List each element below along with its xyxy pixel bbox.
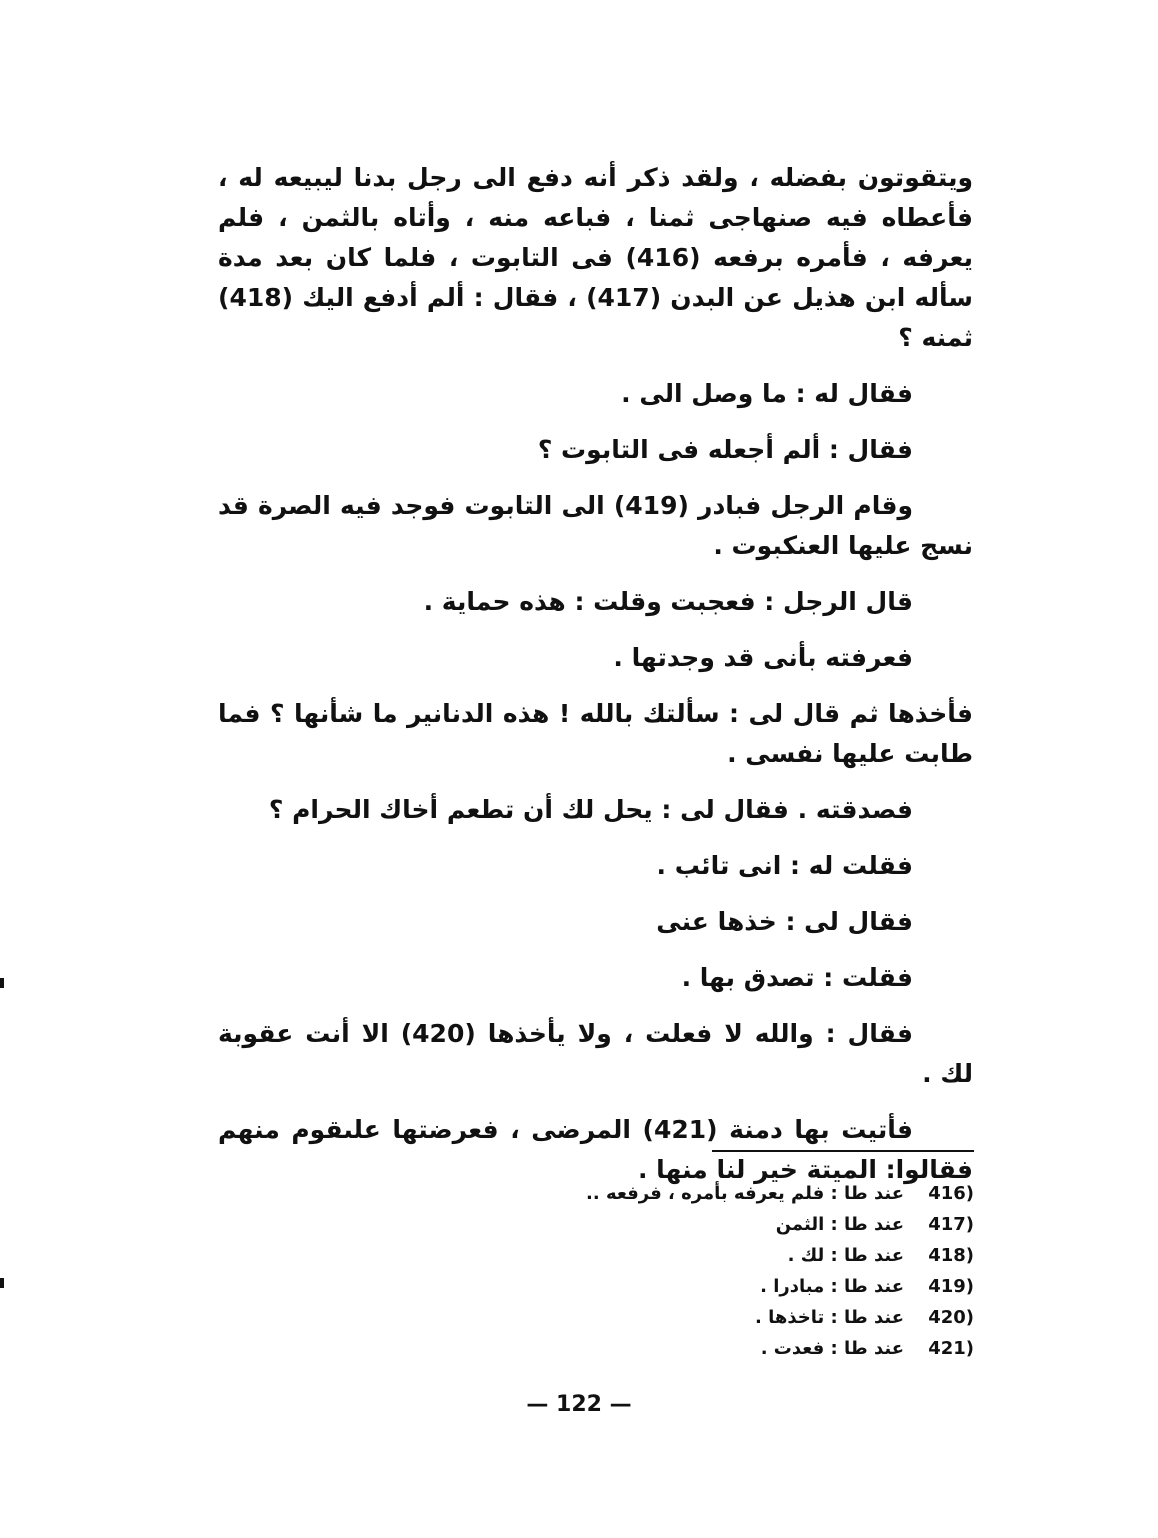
footnotes [540,1178,974,1364]
paragraph: وقام الرجل فبادر (419) الى التابوت فوجد فيه الصرة قد نسج عليها العنكبوت . [218,491,973,560]
footnote-divider [712,1150,974,1152]
paragraph: فصدقته . فقال لى : يحل لك أن تطعم أخاك الحرام ؟ [268,795,913,824]
body-text [218,158,973,1206]
footnote-text: عند طا : لك . [787,1245,904,1266]
paragraph: فقال : ألم أجعله فى التابوت ؟ [537,435,913,464]
paragraph: فقال لى : خذها عنى [656,907,913,936]
footnote-text: عند طا : فلم يعرفه بأمره ، فرفعه .. [586,1183,904,1204]
footnote-text: عند طا : مبادرا . [760,1276,904,1297]
paragraph: ويتقوتون بفضله ، ولقد ذكر أنه دفع الى رجل بدنا ليبيعه له ، فأعطاه فيه صنهاجى ثمنا ، فباعه منه ، وأتاه بالثمن ، فلم يعرفه ، فأمره برفعه (416) فى التابوت ، فلما كان بعد مدة سأله ابن هذيل عن البدن (417) ، فقال : ألم أدفع اليك (418) ثمنه ؟ [218,163,973,352]
footnote-number: 420) [928,1307,974,1328]
footnote-text: عند طا : تاخذها . [755,1307,904,1328]
footnote-number: 416) [928,1183,974,1204]
footnote [540,1240,974,1271]
footnote [540,1209,974,1240]
footnote [540,1333,974,1364]
footnote [540,1271,974,1302]
paragraph: فقلت : تصدق بها . [681,963,913,992]
scan-mark [0,978,4,988]
paragraph: فأتيت بها دمنة (421) المرضى ، فعرضتها علىقوم منهم فقالوا: الميتة خير لنا منها . [218,1115,973,1184]
scan-mark [0,1278,4,1288]
footnote-number: 421) [928,1338,974,1359]
footnote-number: 417) [928,1214,974,1235]
footnote [540,1178,974,1209]
paragraph: فأخذها ثم قال لى : سألتك بالله ! هذه الدنانير ما شأنها ؟ فما طابت عليها نفسى . [218,699,973,768]
paragraph: قال الرجل : فعجبت وقلت : هذه حماية . [423,587,913,616]
footnote-number: 418) [928,1245,974,1266]
paragraph: فقلت له : انى تائب . [656,851,913,880]
footnote [540,1302,974,1333]
paragraph: فعرفته بأنى قد وجدتها . [613,643,913,672]
paragraph: فقال له : ما وصل الى . [621,379,913,408]
paragraph: فقال : والله لا فعلت ، ولا يأخذها (420) الا أنت عقوبة لك . [218,1019,973,1088]
footnote-number: 419) [928,1276,974,1297]
footnote-text: عند طا : فعدت . [760,1338,904,1359]
footnote-text: عند طا : الثمن [775,1214,904,1235]
page-number: — 122 — [526,1392,632,1417]
